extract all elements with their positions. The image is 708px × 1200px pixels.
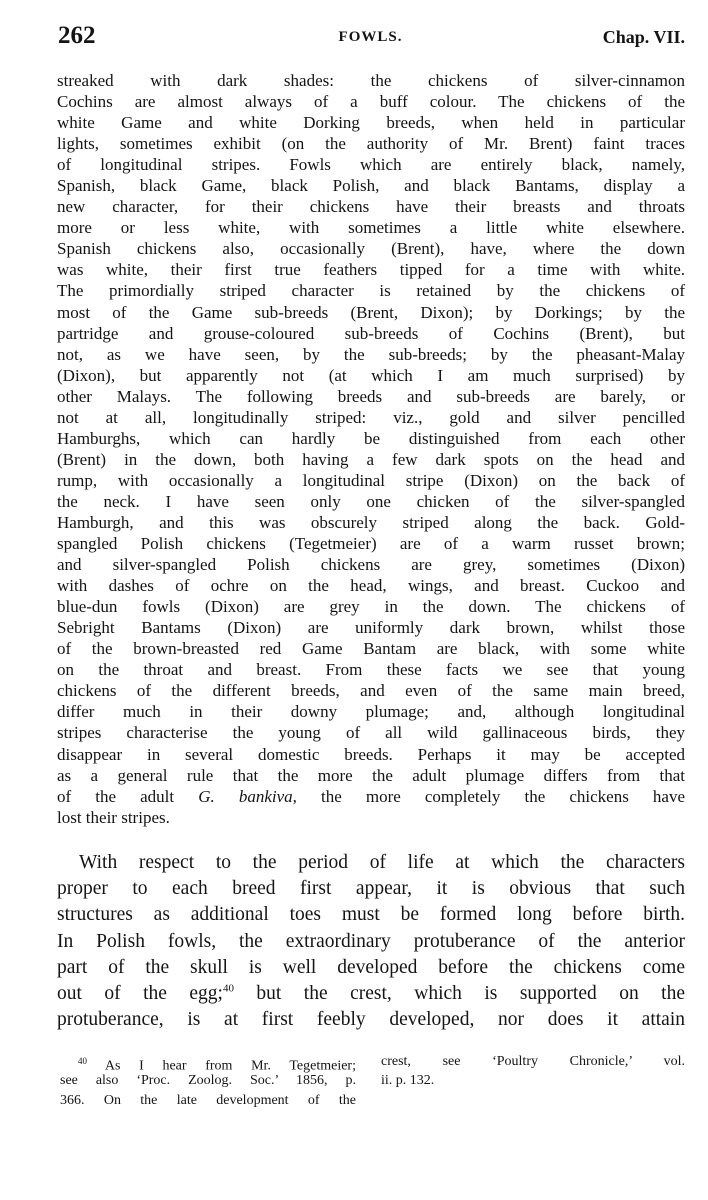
text-line: Spanish, black Game, black Polish, and black Bantams, display a [57,176,685,196]
text-segment: out of the egg; [57,982,223,1004]
text-line: of the brown-breasted red Game Bantam are black, with some white [57,639,685,659]
text-line: In Polish fowls, the extraordinary protuberance of the anterior [57,930,685,952]
text-line: of the adult G. bankiva, the more completely the chickens have [57,786,686,806]
text-line: spangled Polish chickens (Tegetmeier) are of a warm russet brown; [57,534,685,554]
text-line: streaked with dark shades: the chickens of silver-cinnamon [57,71,685,90]
text-line: more or less white, with sometimes a little white elsewhere. [57,218,685,238]
text-line: part of the skull is well developed before the chickens come [57,956,685,978]
text-line: Spanish chickens also, occasionally (Brent), have, where the down [57,239,685,259]
text-line: the neck. I have seen only one chicken of the silver-spangled [57,491,685,511]
text-line: with dashes of ochre on the head, wings, and breast. Cuckoo and [57,576,685,596]
text-line: white Game and white Dorking breeds, when held in particular [57,113,685,133]
text-line: differ much in their downy plumage; and, although longitudinal [57,702,685,722]
footnote-line: crest, see ‘Poultry Chronicle,’ vol. [381,1054,685,1069]
footnote-line: ii. p. 132. [381,1073,435,1089]
text-line: as a general rule that the more the adult plumage differs from that [57,765,685,785]
small-print-paragraph [57,70,685,828]
page-number: 262 [58,22,96,49]
text-line: Hamburghs, which can hardly be distinguished from each other [57,428,685,448]
running-header [56,22,685,54]
text-line: With respect to the period of life at which the characters [79,852,685,873]
text-line: was white, their first true feathers tipped for a time with white. [57,260,685,280]
main-paragraph [57,850,685,1033]
footnote-column-right [381,1052,685,1091]
text-line: new character, for their chickens have their breasts and throats [57,197,685,217]
text-line: on the throat and breast. From these facts we see that young [57,660,685,680]
text-segment: As I hear from Mr. Tegetmeier; [87,1058,356,1074]
text-line: rump, with occasionally a longitudinal stripe (Dixon) on the back of [57,470,685,490]
text-line: (Dixon), but apparently not (at which I am much surprised) by [57,365,685,385]
footnote-line: see also ‘Proc. Zoolog. Soc.’ 1856, p. [60,1073,356,1089]
text-line: stripes characterise the young of all wild gallinaceous birds, they [57,723,685,743]
text-line: The primordially striped character is retained by the chickens of [57,281,685,301]
text-line: most of the Game sub-breeds (Brent, Dixon); by Dorkings; by the [57,302,685,322]
text-line: disappear in several domestic breeds. Perhaps it may be accepted [57,744,685,764]
text-line: chickens of the different breeds, and even of the same main breed, [57,681,685,701]
text-line: protuberance, is at first feebly developed, nor does it attain [57,1009,685,1031]
text-line: lost their stripes. [57,807,170,827]
footnote-line: 366. On the late development of the [60,1092,356,1108]
text-line: not, as we have seen, by the sub-breeds; by the pheasant-Malay [57,344,685,364]
text-line: not at all, longitudinally striped: viz., gold and silver pencilled [57,407,685,427]
text-line: and silver-spangled Polish chickens are grey, sometimes (Dixon) [57,555,685,575]
text-line: partridge and grouse-coloured sub-breeds of Cochins (Brent), but [57,323,685,343]
footnote-reference: 40 [222,982,234,995]
footnote-marker: 40 [78,1056,87,1066]
footnote-line [60,1052,356,1074]
text-line: blue-dun fowls (Dixon) are grey in the down. The chickens of [57,597,685,617]
footnote-column-left [60,1052,356,1110]
running-title: FOWLS. [338,29,403,45]
text-line: Hamburgh, and this was obscurely striped along the back. Gold- [57,512,685,532]
species-name: G. bankiva [198,786,293,806]
text-line: structures as additional toes must be formed long before birth. [57,904,685,926]
text-line: Cochins are almost always of a buff colour. The chickens of the [57,92,685,112]
text-line: proper to each breed first appear, it is obvious that such [57,878,685,900]
chapter-label: Chap. VII. [602,27,685,47]
text-line: lights, sometimes exhibit (on the authority of Mr. Brent) faint traces [57,134,685,154]
text-line: (Brent) in the down, both having a few dark spots on the head and [57,449,685,469]
text-line: Sebright Bantams (Dixon) are uniformly dark brown, whilst those [57,618,685,638]
text-line [57,981,685,1007]
text-line: of longitudinal stripes. Fowls which are entirely black, namely, [57,155,685,175]
text-segment: but the crest, which is supported on the [233,982,685,1004]
text-line: other Malays. The following breeds and sub-breeds are barely, or [57,386,685,406]
